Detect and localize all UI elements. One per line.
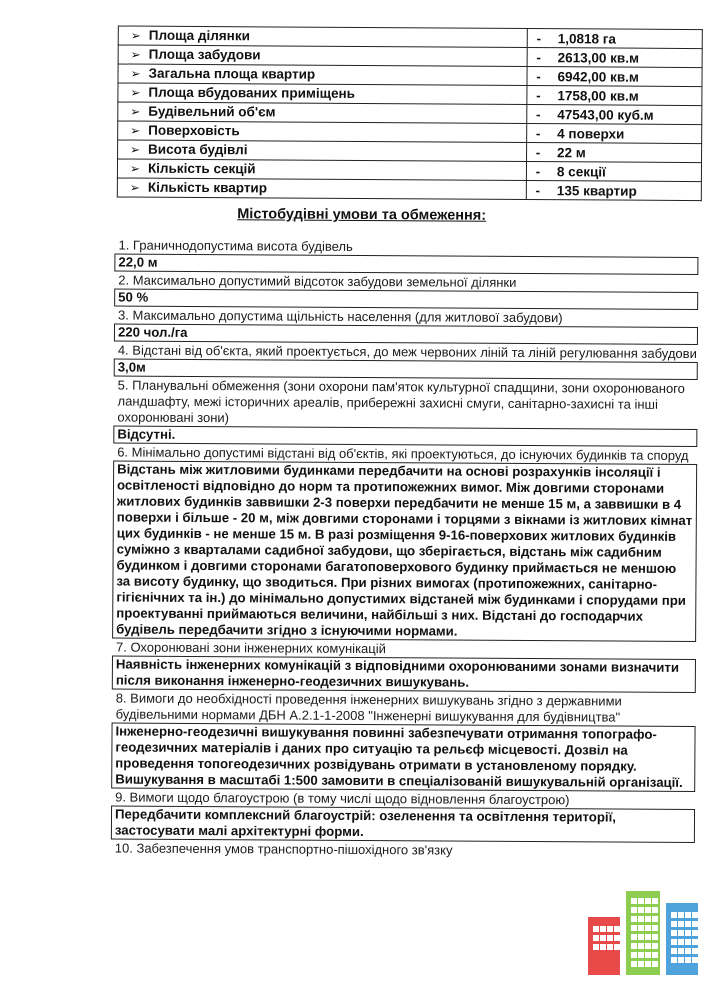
condition-answer-box: Відстань між житловими будинками передбачити на основі розрахунків інсоляції і освітленості відповідно до норм та протипожежних вимог. Між довгими сторонами житлових будинків заввишки 2-3 поверхи передбачити не менше 15 м, а заввишки в 4 поверхи і більше - 20 м, між довгими сторонами і торцями з вікнами із житлових кімнат цих будинків - не менше 15 м. В разі розміщення 9-16-поверхових житлових будинків суміжно з кварталами садибної забудови, що зберігається, відстань між садибним будинком і довгими сторонами багатоповерхового будинку приймається не меншою за висоту будинку, що зводиться. При різних вимогах (протипожежних, санітарно-гігієнічних та ін.) до мінімально допустимих відстаней між будинками і спорудами при проектуванні приймаються величини, найбільші з них. Відстані до господарчих будівель передбачити згідно з існуючими нормами. (112, 460, 697, 642)
parameter-name (117, 159, 526, 180)
parameter-name (118, 26, 527, 47)
condition-question: 4. Відстані від об'єкта, який проектується, до меж червоних ліній та ліній регулювання забудови (117, 342, 697, 362)
logo-window (671, 930, 677, 936)
logo-window (678, 930, 684, 936)
logo-window (671, 912, 677, 918)
condition-question: 8. Вимоги до необхідності проведення інженерних вишукувань згідно з державними будівельними нормами ДБН А.2.1-1-2008 "Інженерні вишукування для будівництва" (115, 690, 622, 725)
logo-window (638, 952, 644, 958)
logo-window (645, 943, 651, 949)
parameter-dash: - (527, 143, 550, 162)
logo-window (652, 943, 658, 949)
arrow-bullet-icon: ➢ (130, 47, 141, 62)
parameter-name (117, 178, 526, 199)
logo-window (638, 925, 644, 931)
logo-window (614, 944, 620, 950)
logo-window (645, 934, 651, 940)
parameter-dash: - (527, 86, 550, 105)
logo-window (645, 898, 651, 904)
parameter-name-text: Площа забудови (148, 46, 261, 63)
watermark-logo (588, 890, 700, 975)
logo-window (614, 935, 620, 941)
logo-window (678, 948, 684, 954)
logo-window (671, 921, 677, 927)
section-heading: Містобудівні умови та обмеження: (237, 206, 487, 224)
parameter-value: 2613,00 кв.м (550, 48, 703, 68)
logo-window (607, 944, 613, 950)
arrow-bullet-icon: ➢ (129, 180, 140, 195)
parameter-name-text: Площа ділянки (148, 27, 250, 44)
logo-window (631, 943, 637, 949)
logo-window (638, 907, 644, 913)
arrow-bullet-icon: ➢ (130, 123, 141, 138)
logo-window (692, 921, 698, 927)
logo-window (678, 912, 684, 918)
logo-window (692, 948, 698, 954)
parameter-dash: - (527, 105, 550, 124)
logo-window (631, 907, 637, 913)
logo-window (685, 930, 691, 936)
arrow-bullet-icon: ➢ (129, 161, 141, 176)
parameter-name-text: Будівельний об'єм (148, 103, 276, 120)
logo-window (652, 952, 658, 958)
condition-answer-box: 3,0м (114, 358, 698, 380)
parameter-value: 8 секції (549, 162, 702, 182)
logo-window (692, 912, 698, 918)
parameter-dash: - (527, 124, 550, 143)
logo-window (638, 898, 644, 904)
parameter-value: 1,0818 га (550, 29, 703, 49)
parameter-name (118, 121, 527, 142)
logo-window (631, 898, 637, 904)
logo-window (678, 921, 684, 927)
logo-window (678, 957, 684, 963)
condition-answer-box: Інженерно-геодезичні вишукування повинні забезпечувати отримання топографо-геодезичних матеріалів і даних про ситуацію та рельєф місцевості. Дозвіл на проведення топогеодезичних розвідувань отримати в установленому порядку. Вишукування в масштабі 1:500 замовити в спеціалізованій вишукувальній організації. (111, 722, 695, 792)
logo-window (645, 925, 651, 931)
logo-window (631, 952, 637, 958)
arrow-bullet-icon: ➢ (130, 28, 141, 43)
condition-answer-box: 220 чол./га (114, 323, 698, 345)
condition-question: 7. Охоронювані зони інженерних комунікацій (115, 639, 386, 657)
logo-window (614, 926, 620, 932)
logo-window (685, 948, 691, 954)
logo-window (685, 912, 691, 918)
logo-window (645, 952, 651, 958)
parameter-name-text: Висота будівлі (148, 141, 248, 158)
condition-answer-box: 50 % (114, 288, 698, 310)
parameter-dash: - (526, 162, 549, 181)
arrow-bullet-icon: ➢ (130, 142, 141, 157)
logo-window (652, 916, 658, 922)
logo-window (593, 926, 599, 932)
logo-window (631, 934, 637, 940)
parameter-name-text: Площа вбудованих приміщень (148, 84, 356, 101)
condition-question: 6. Мінімально допустимі відстані від об'єктів, які проектуються, до існуючих будинків та споруд (117, 444, 689, 463)
logo-window (607, 926, 613, 932)
arrow-bullet-icon: ➢ (130, 66, 141, 81)
condition-question: 9. Вимоги щодо благоустрою (в тому числі щодо відновлення благоустрою) (115, 789, 570, 808)
logo-window (692, 939, 698, 945)
logo-window (638, 943, 644, 949)
parameter-name (118, 102, 527, 123)
parameter-value: 1758,00 кв.м (549, 86, 702, 106)
parameter-name (118, 83, 527, 104)
parameter-value: 4 поверхи (549, 124, 702, 144)
logo-window (600, 935, 606, 941)
parameter-value: 135 квартир (549, 181, 702, 201)
logo-window (607, 935, 613, 941)
parameter-value: 47543,00 куб.м (549, 105, 702, 125)
logo-window (645, 916, 651, 922)
logo-window (652, 907, 658, 913)
logo-window (671, 957, 677, 963)
parameter-name-text: Кількість секцій (147, 160, 256, 177)
logo-window (678, 939, 684, 945)
condition-answer-box: 22,0 м (114, 253, 698, 275)
logo-window (652, 898, 658, 904)
parameter-value: 22 м (549, 143, 702, 163)
logo-window (631, 916, 637, 922)
logo-window (593, 944, 599, 950)
condition-question: 1. Граничнодопустима висота будівель (118, 237, 353, 254)
logo-window (652, 934, 658, 940)
condition-answer-box: Передбачити комплексний благоустрій: озеленення та освітлення території, застосувати малі архітектурні форми. (111, 805, 695, 843)
logo-window (631, 961, 637, 967)
condition-question: 10. Забезпечення умов транспортно-пішохідного зв'язку (114, 840, 453, 858)
parameter-value: 6942,00 кв.м (549, 67, 702, 87)
logo-window (685, 939, 691, 945)
parameter-dash: - (527, 67, 550, 86)
logo-window (638, 961, 644, 967)
arrow-bullet-icon: ➢ (130, 104, 141, 119)
logo-window (671, 939, 677, 945)
logo-window (645, 961, 651, 967)
parameter-name (118, 140, 527, 161)
logo-window (593, 935, 599, 941)
logo-window (638, 916, 644, 922)
parameters-table (117, 26, 703, 202)
parameter-name (118, 64, 527, 85)
logo-window (600, 926, 606, 932)
condition-answer-box: Наявність інженерних комунікацій з відповідними охоронюваними зонами визначити після виконання інженерно-геодезичних вишукувань. (112, 655, 696, 693)
parameter-row (117, 178, 701, 201)
arrow-bullet-icon: ➢ (130, 85, 141, 100)
parameter-dash: - (526, 181, 549, 200)
logo-window (652, 961, 658, 967)
conditions-list (111, 237, 699, 860)
condition-question: 2. Максимально допустимий відсоток забудови земельної ділянки (118, 272, 517, 290)
logo-window (685, 957, 691, 963)
parameter-name (118, 45, 527, 66)
parameter-dash: - (527, 48, 550, 67)
condition-answer-box: Відсутні. (113, 425, 697, 447)
logo-window (645, 907, 651, 913)
logo-window (600, 944, 606, 950)
logo-window (631, 925, 637, 931)
parameter-name-text: Загальна площа квартир (148, 65, 316, 82)
logo-window (652, 925, 658, 931)
logo-window (671, 948, 677, 954)
parameter-dash: - (527, 29, 550, 48)
parameter-name-text: Кількість квартир (147, 179, 268, 196)
condition-question: 3. Максимально допустима щільність населення (для житлової забудови) (118, 307, 563, 326)
condition-question: 5. Планувальні обмеження (зони охорони пам'яток культурної спадщини, зони охоронюваного ландшафту, межі історичних ареалів, прибережні захисні смуги, санітарно-захисні та інші охоронювані зони) (117, 377, 685, 426)
logo-window (638, 934, 644, 940)
parameter-name-text: Поверховість (148, 122, 240, 139)
logo-window (685, 921, 691, 927)
logo-window (692, 957, 698, 963)
logo-window (692, 930, 698, 936)
